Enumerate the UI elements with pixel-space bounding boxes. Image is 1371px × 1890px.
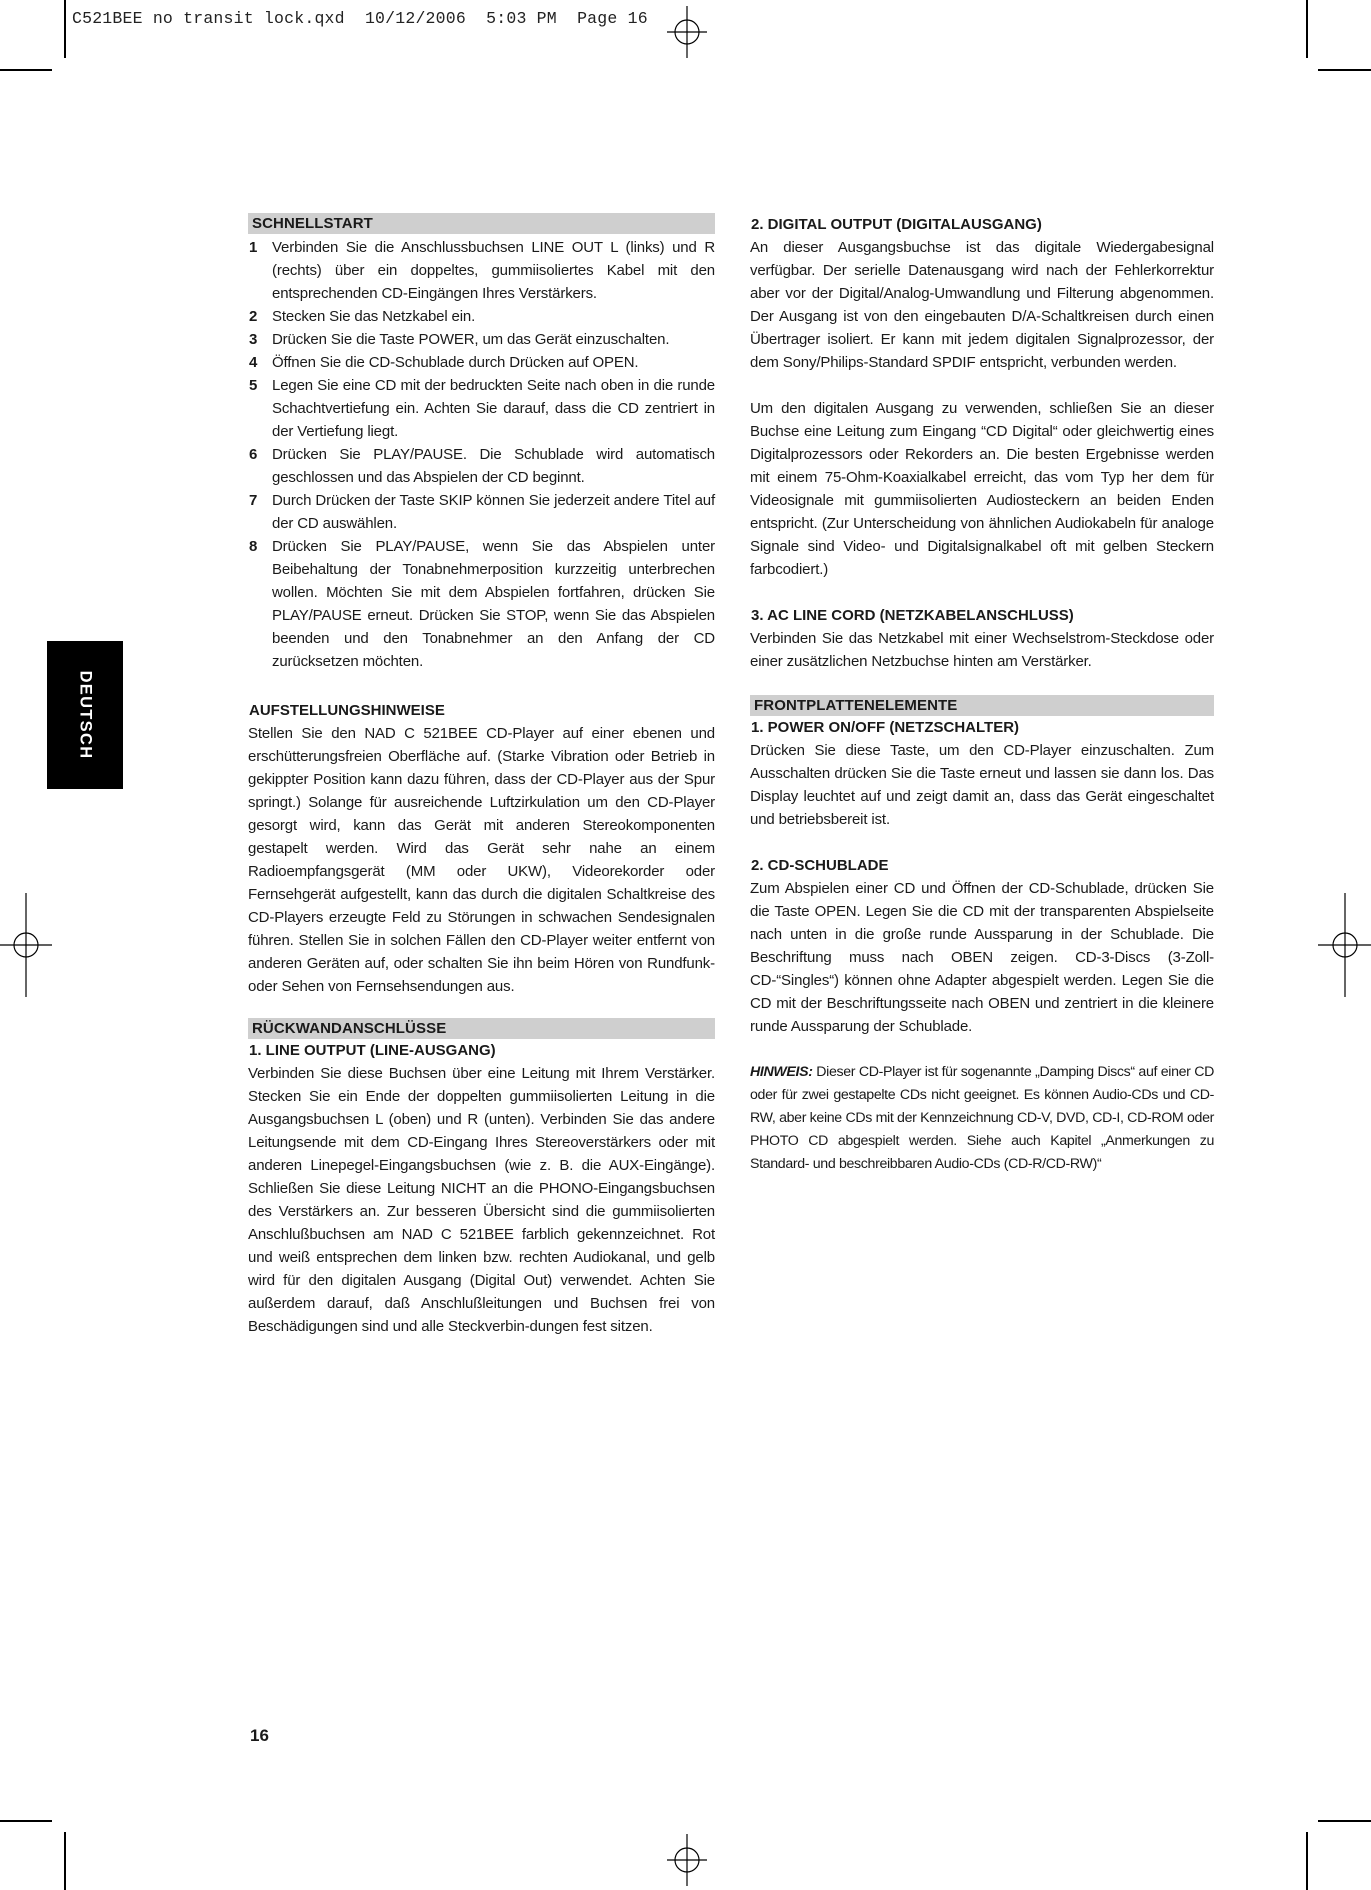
paragraph-aufstellung: Stellen Sie den NAD C 521BEE CD-Player auf einer ebenen und erschütterungsfreien Oberfläche auf. (Starke Vibration oder Betrieb in gekippter Position kann dazu führen, dass der CD-Player aus der Spur springt.) Solange für ausreichende Luftzirkulation um den CD-Player gesorgt wird, kann das Gerät mit anderen Stereokomponenten gestapelt werden. Wird das Gerät sehr nahe an einem Radioempfangsgerät (MM oder UKW), Videorekorder oder Fernsehgerät aufgestellt, kann das durch die digitalen Schaltkreise des CD-Players erzeugte Feld zu Störungen in schwachen Sendesignalen führen. Stellen Sie in solchen Fällen den CD-Player weiter entfernt von anderen Geräten auf, oder schalten Sie ihn beim Hören von Rundfunk- oder Sehen von Fernsehsendungen aus.: [248, 725, 715, 995]
crop-mark-bottom-right-vertical: [1306, 1832, 1308, 1890]
quickstart-step: 2 Stecken Sie das Netzkabel ein.: [249, 308, 476, 325]
paragraph-digital-output-1: An dieser Ausgangsbuchse ist das digitale Wiedergabesignal verfügbar. Der serielle Datenausgang wird nach der Fehlerkorrektur aber vor der Digital/Analog-Umwandlung und Filterung abgenommen. Der Ausgang ist von den eingebauten D/A-Schaltkreisen durch einen Übertrager isoliert. Er kann mit jedem digitalen Signalprozessor, der dem Sony/Philips-Standard SPDIF entspricht, verbunden werden.: [750, 239, 1214, 371]
heading-power-switch: 1. POWER ON/OFF (NETZSCHALTER): [751, 719, 1020, 736]
paragraph-digital-output-2: Um den digitalen Ausgang zu verwenden, schließen Sie an dieser Buchse eine Leitung zum Eingang “CD Digital“ oder gleichwertig eines Digitalprozessors oder Rekorders an. Die besten Ergebnisse werden mit einem 75-Ohm-Koaxialkabel erreicht, das vom Typ her dem für Videosignale mit gummiisolierten Audiosteckern an beiden Enden entspricht. (Zur Unterscheidung von ähnlichen Audiokabeln für analoge Signale sind Video- und Digitalsignalkabel oft mit gelben Steckern farbcodiert.): [750, 400, 1214, 578]
quickstart-step: 4 Öffnen Sie die CD-Schublade durch Drücken auf OPEN.: [249, 354, 639, 371]
section-header-rueckwandanschluesse: RÜCKWANDANSCHLÜSSE: [248, 1018, 715, 1039]
quickstart-step: 1 Verbinden Sie die Anschlussbuchsen LINE OUT L (links) und R (rechts) über ein doppeltes, gummiisoliertes Kabel mit den entsprechenden CD-Eingängen Ihres Verstärkers.: [249, 239, 715, 302]
left-column: [248, 213, 715, 1338]
quickstart-step: 5 Legen Sie eine CD mit der bedruckten Seite nach oben in die runde Schachtvertiefung ein. Achten Sie darauf, dass die CD zentriert in der Vertiefung liegt.: [249, 377, 715, 440]
heading-aufstellungshinweise: AUFSTELLUNGSHINWEISE: [249, 702, 445, 719]
quickstart-step: 3 Drücken Sie die Taste POWER, um das Gerät einzuschalten.: [249, 331, 670, 348]
registration-mark-right: [1318, 893, 1371, 997]
paragraph-cd-schublade: Zum Abspielen einer CD und Öffnen der CD-Schublade, drücken Sie die Taste OPEN. Legen Sie die CD mit der transparenten Abspielseite nach unten in die große runde Aussparung in der Schublade. Die Beschriftung muss nach OBEN zeigen. CD-3-Discs (3-Zoll-CD-“Singles“) können ohne Adapter abgespielt werden. Legen Sie die CD mit der Beschriftungsseite nach OBEN und zentriert in die kleinere runde Aussparung der Schublade.: [750, 880, 1214, 1035]
crop-mark-bottom-right-horizontal: [1318, 1820, 1371, 1822]
quickstart-steps: [248, 236, 715, 673]
paragraph-line-output: Verbinden Sie diese Buchsen über eine Leitung mit Ihrem Verstärker. Stecken Sie ein Ende der doppelten gummiisolierten Leitung in die Ausgangsbuchsen L (oben) und R (unten). Verbinden Sie das andere Leitungsende mit dem CD-Eingang Ihres Stereoverstärkers oder mit anderen Linepegel-Eingangsbuchsen (wie z. B. die AUX-Eingänge). Schließen Sie diese Leitung NICHT an die PHONO-Eingangsbuchsen des Verstärkers an. Zur besseren Übersicht sind die gummiisolierten Anschlußbuchsen am NAD C 521BEE farblich gekennzeichnet. Rot und weiß entsprechen dem linken bzw. rechten Audiokanal, und gelb wird für den digitalen Ausgang (Digital Out) verwendet. Achten Sie außerdem darauf, daß Anschlußleitungen und Buchsen frei von Beschädigungen sind und alle Steckverbin-dungen fest sitzen.: [248, 1065, 715, 1335]
heading-cd-schublade: 2. CD-SCHUBLADE: [751, 857, 889, 874]
section-header-frontplattenelemente: FRONTPLATTENELEMENTE: [750, 695, 1214, 716]
crop-mark-top-right-vertical: [1306, 0, 1308, 58]
paragraph-power-switch: Drücken Sie diese Taste, um den CD-Player einzuschalten. Zum Ausschalten drücken Sie die Taste erneut und lassen sie dann los. Das Display leuchtet auf und zeigt damit an, dass das Gerät eingeschaltet und betriebsbereit ist.: [750, 742, 1214, 828]
paragraph-ac-line-cord: Verbinden Sie das Netzkabel mit einer Wechselstrom-Steckdose oder einer zusätzlichen Netzbuchse hinten am Verstärker.: [750, 630, 1214, 670]
crop-mark-top-left-horizontal: [0, 69, 52, 71]
registration-mark-top: [667, 6, 707, 58]
quickstart-step: 6 Drücken Sie PLAY/PAUSE. Die Schublade wird automatisch geschlossen und das Abspielen der CD beginnt.: [249, 446, 715, 486]
language-side-tab: [47, 641, 123, 789]
crop-mark-top-right-horizontal: [1318, 69, 1371, 71]
quickstart-step: 8 Drücken Sie PLAY/PAUSE, wenn Sie das Abspielen unter Beibehaltung der Tonabnehmerposition kurzzeitig unterbrechen wollen. Möchten Sie mit dem Abspielen fortfahren, drücken Sie PLAY/PAUSE erneut. Drücken Sie STOP, wenn Sie das Abspielen beenden und den Tonabnehmer an den Anfang der CD zurücksetzen möchten.: [249, 538, 715, 670]
right-column: [750, 213, 1214, 1176]
section-header-schnellstart: SCHNELLSTART: [248, 213, 715, 234]
heading-line-output: 1. LINE OUTPUT (LINE-AUSGANG): [249, 1042, 496, 1059]
crop-mark-top-left-vertical: [64, 0, 66, 58]
crop-mark-bottom-left-vertical: [64, 1832, 66, 1890]
heading-digital-output: 2. DIGITAL OUTPUT (DIGITALAUSGANG): [751, 216, 1042, 233]
print-slug-line: C521BEE no transit lock.qxd 10/12/2006 5:03 PM Page 16: [72, 9, 648, 28]
note-hinweis: HINWEIS: Dieser CD-Player ist für sogenannte „Damping Discs“ auf einer CD oder für zwei gestapelte CDs nicht geeignet. Es können Audio-CDs und CD-RW, aber keine CDs mit der Kennzeichnung CD-V, DVD, CD-I, CD-ROM oder PHOTO CD abgespielt werden. Siehe auch Kapitel „Anmerkungen zu Standard- und beschreibbaren Audio-CDs (CD-R/CD-RW)“: [750, 1064, 1214, 1172]
page-number: 16: [250, 1726, 269, 1745]
crop-mark-bottom-left-horizontal: [0, 1820, 52, 1822]
quickstart-step: 7 Durch Drücken der Taste SKIP können Sie jederzeit andere Titel auf der CD auswählen.: [249, 492, 715, 532]
registration-mark-bottom: [667, 1834, 707, 1886]
heading-ac-line-cord: 3. AC LINE CORD (NETZKABELANSCHLUSS): [751, 607, 1074, 624]
note-label: HINWEIS:: [750, 1064, 813, 1080]
language-side-tab-label: DEUTSCH: [76, 670, 95, 760]
registration-mark-left: [0, 893, 52, 997]
